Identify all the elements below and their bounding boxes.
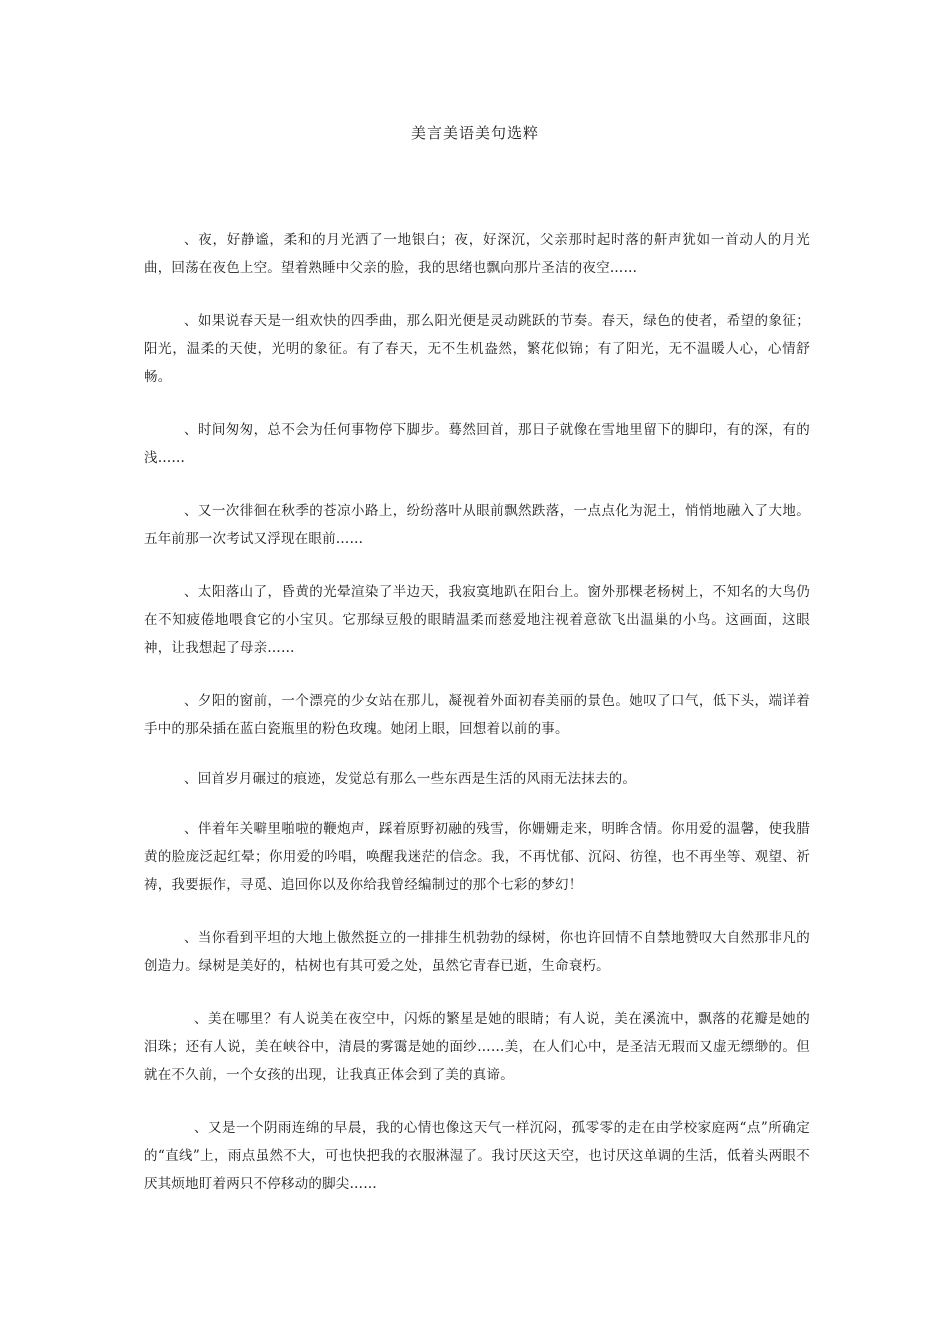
paragraph-4: 、又一次徘徊在秋季的苍凉小路上，纷纷落叶从眼前飘然跌落，一点点化为泥土，悄悄地融入了大地。五年前那一次考试又浮现在眼前……: [144, 503, 810, 547]
paragraph-8: 、伴着年关噼里啪啦的鞭炮声，踩着原野初融的残雪，你姗姗走来，明眸含情。你用爱的温馨，使我腊黄的脸庞泛起红晕；你用爱的吟唱，唤醒我迷茫的信念。我，不再忧郁、沉闷、彷徨，也不再坐等、观望、祈祷，我要振作，寻觅、追回你以及你给我曾经编制过的那个七彩的梦幻！: [144, 821, 810, 893]
paragraph-6: 、夕阳的窗前，一个漂亮的少女站在那儿，凝视着外面初春美丽的景色。她叹了口气，低下头，端详着手中的那朵插在蓝白瓷瓶里的粉色玫瑰。她闭上眼，回想着以前的事。: [144, 693, 810, 737]
paragraph-1: 、夜，好静谧，柔和的月光洒了一地银白；夜，好深沉，父亲那时起时落的鼾声犹如一首动人的月光曲，回荡在夜色上空。望着熟睡中父亲的脸，我的思绪也飘向那片圣洁的夜空……: [144, 232, 810, 276]
paragraph-2: 、如果说春天是一组欢快的四季曲，那么阳光便是灵动跳跃的节奏。春天，绿色的使者，希望的象征；阳光，温柔的天使，光明的象征。有了春天，无不生机盎然，繁花似锦；有了阳光，无不温暖人心，心情舒畅。: [144, 313, 810, 385]
document-body: [144, 226, 810, 1223]
document-title: 美言美语美句选粹: [410, 124, 539, 142]
paragraph-3: 、时间匆匆，总不会为任何事物停下脚步。蓦然回首，那日子就像在雪地里留下的脚印，有的深，有的浅……: [144, 422, 810, 466]
paragraph-10: 、美在哪里？有人说美在夜空中，闪烁的繁星是她的眼睛；有人说，美在溪流中，飘落的花瓣是她的泪珠；还有人说，美在峡谷中，清晨的雾霭是她的面纱……美，在人们心中，是圣洁无瑕而又虚无缥缈的。但就在不久前，一个女孩的出现，让我真正体会到了美的真谛。: [144, 1011, 810, 1083]
paragraph-11: 、又是一个阴雨连绵的早晨，我的心情也像这天气一样沉闷，孤零零的走在由学校家庭两“点”所确定的“直线”上，雨点虽然不大，可也快把我的衣服淋湿了。我讨厌这天空，也讨厌这单调的生活，低着头两眼不厌其烦地盯着两只不停移动的脚尖……: [144, 1120, 810, 1192]
paragraph-9: 、当你看到平坦的大地上傲然挺立的一排排生机勃勃的绿树，你也许回情不自禁地赞叹大自然那非凡的创造力。绿树是美好的，枯树也有其可爱之处，虽然它青春已逝，生命衰朽。: [144, 930, 810, 974]
paragraph-5: 、太阳落山了，昏黄的光晕渲染了半边天，我寂寞地趴在阳台上。窗外那棵老杨树上，不知名的大鸟仍在不知疲倦地喂食它的小宝贝。它那绿豆般的眼睛温柔而慈爱地注视着意欲飞出温巢的小鸟。这画面，这眼神，让我想起了母亲……: [144, 584, 810, 656]
paragraph-7: 、回首岁月碾过的痕迹，发觉总有那么一些东西是生活的风雨无法抹去的。: [184, 771, 637, 787]
